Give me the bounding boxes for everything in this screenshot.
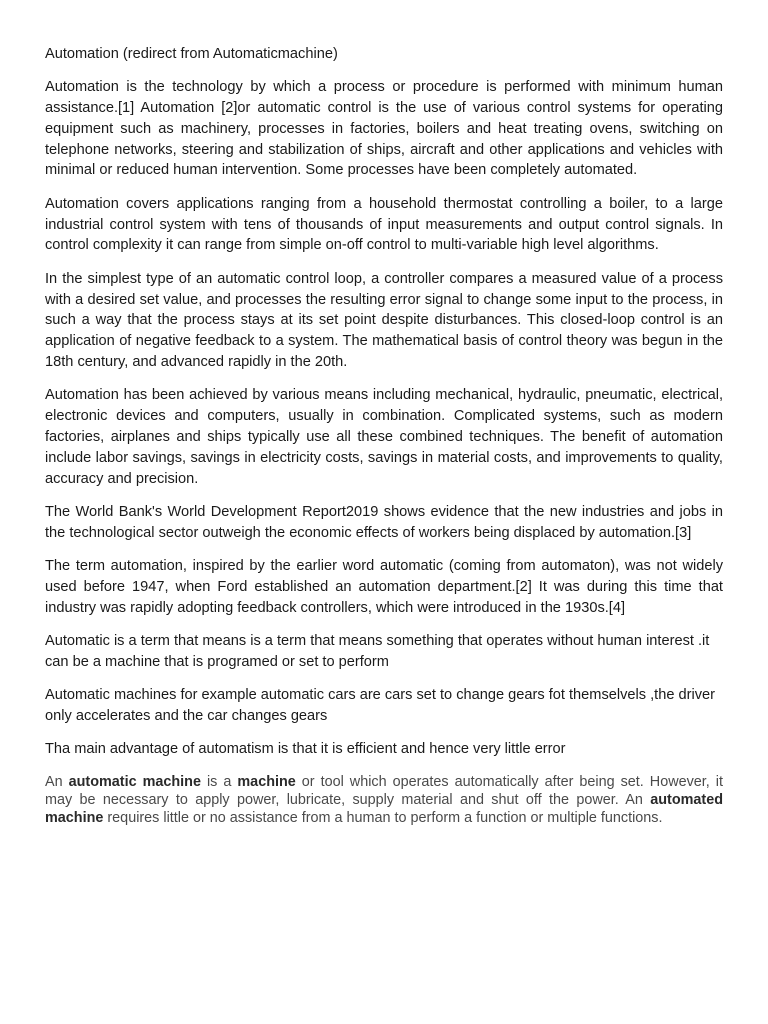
definition-bold-automatic-machine: automatic machine xyxy=(68,773,201,790)
paragraph-automatic-machine-definition xyxy=(45,773,723,827)
definition-text-2: is a xyxy=(200,773,238,790)
document-page xyxy=(45,44,723,839)
paragraph-means: Automation has been achieved by various means including mechanical, hydraulic, pneumatic, electrical, electronic devices and computers, usually in combination. Complicated systems, such as modern factories, airplanes and ships typically use all these combined techniques. The benefit of automation include labor savings, savings in electricity costs, savings in material costs, and improvements to quality, accuracy and precision. xyxy=(45,387,723,487)
paragraph-definition-automation: Automation is the technology by which a process or procedure is performed with minimum human assistance.[1] Automation [2]or automatic control is the use of various control systems for operating equipment such as machinery, processes in factories, boilers and heat treating ovens, switching on telephone networks, steering and stabilization of ships, aircraft and other applications and vehicles with minimal or reduced human intervention. Some processes have been completely automated. xyxy=(45,79,723,179)
definition-bold-machine: machine xyxy=(237,773,296,790)
paragraph-world-bank: The World Bank's World Development Report2019 shows evidence that the new industries and jobs in the technological sector outweigh the economic effects of workers being displaced by automation.[3] xyxy=(45,503,723,541)
document-title: Automation (redirect from Automaticmachine) xyxy=(45,46,338,62)
paragraph-automatic-cars: Automatic machines for example automatic cars are cars set to change gears fot themselvels ,the driver only accelerates and the car changes gears xyxy=(45,687,715,725)
paragraph-automatic-term: Automatic is a term that means is a term that means something that operates without human interest .it can be a machine that is programed or set to perform xyxy=(45,633,710,670)
paragraph-term-origin: The term automation, inspired by the earlier word automatic (coming from automaton), was not widely used before 1947, when Ford established an automation department.[2] It was during this time that industry was rapidly adopting feedback controllers, which were introduced in the 1930s.[4] xyxy=(45,558,723,616)
paragraph-advantage: Tha main advantage of automatism is that it is efficient and hence very little error xyxy=(45,741,566,758)
definition-text-3: or tool which operates automatically after being set. However, it may be necessary to apply power, lubricate, supply material and shut off the power. An xyxy=(45,773,723,808)
definition-bold-automated-machine: automated machine xyxy=(45,791,723,826)
definition-text-4: requires little or no assistance from a human to perform a function or multiple functions. xyxy=(103,809,663,826)
paragraph-control-loop: In the simplest type of an automatic control loop, a controller compares a measured value of a process with a desired set value, and processes the resulting error signal to change some input to the process, in such a way that the process stays at its set point despite disturbances. This closed-loop control is an application of negative feedback to a system. The mathematical basis of control theory was begun in the 18th century, and advanced rapidly in the 20th. xyxy=(45,270,723,370)
paragraph-applications: Automation covers applications ranging from a household thermostat controlling a boiler, to a large industrial control system with tens of thousands of input measurements and output control signals. In control complexity it can range from simple on-off control to multi-variable high level algorithms. xyxy=(45,195,723,254)
definition-text-1: An xyxy=(45,773,69,790)
